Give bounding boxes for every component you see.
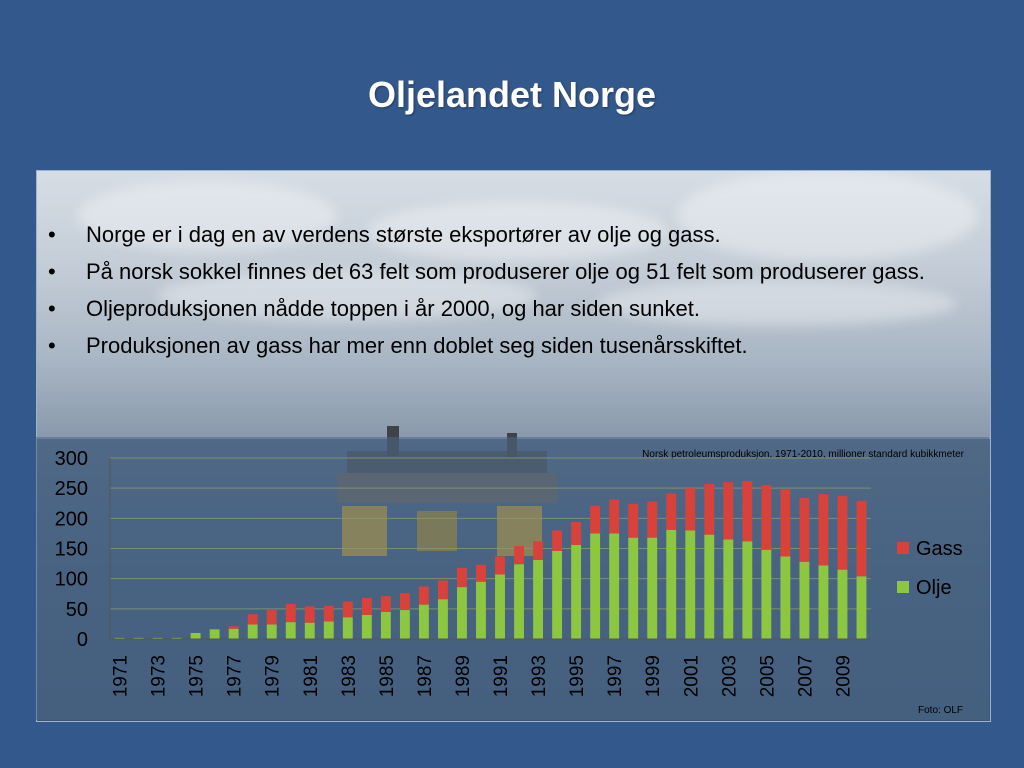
bar-gass-1980 bbox=[286, 604, 296, 622]
x-tick-label: 1995 bbox=[567, 655, 589, 698]
bar-gass-2009 bbox=[838, 496, 848, 570]
bar-gass-2000 bbox=[666, 494, 676, 530]
x-tick-label: 2001 bbox=[681, 655, 703, 698]
bar-olje-1988 bbox=[438, 599, 448, 639]
bar-gass-1978 bbox=[248, 614, 258, 624]
x-tick-label: 1975 bbox=[186, 655, 208, 698]
bullet-dot-icon: • bbox=[48, 333, 56, 358]
bullet-list bbox=[40, 218, 970, 366]
bar-gass-1998 bbox=[628, 504, 638, 538]
bar-olje-1979 bbox=[267, 625, 277, 639]
x-tick-label: 1993 bbox=[529, 655, 551, 698]
bar-gass-1994 bbox=[552, 530, 562, 551]
bar-olje-1994 bbox=[552, 551, 562, 639]
bar-gass-2005 bbox=[761, 485, 771, 550]
x-tick-label: 1981 bbox=[300, 655, 322, 698]
bullet-dot-icon: • bbox=[48, 296, 56, 321]
bar-olje-2006 bbox=[780, 556, 790, 639]
bar-olje-1991 bbox=[495, 574, 505, 639]
y-tick-label: 250 bbox=[54, 478, 88, 501]
bar-olje-1984 bbox=[362, 615, 372, 639]
bar-gass-1982 bbox=[324, 606, 334, 622]
x-tick-label: 1979 bbox=[262, 655, 284, 698]
bullet-item: • Norge er i dag en av verdens største eksportører av olje og gass. bbox=[40, 218, 970, 251]
bullet-item: • På norsk sokkel finnes det 63 felt som produserer olje og 51 felt som produserer gass. bbox=[40, 255, 970, 288]
bar-olje-2008 bbox=[818, 565, 828, 639]
bullet-dot-icon: • bbox=[48, 259, 56, 284]
bar-gass-1999 bbox=[647, 501, 657, 537]
bar-olje-1976 bbox=[210, 629, 220, 639]
bar-olje-2009 bbox=[838, 570, 848, 639]
bar-gass-1986 bbox=[400, 593, 410, 610]
x-tick-label: 1991 bbox=[491, 655, 513, 698]
bar-olje-1989 bbox=[457, 587, 467, 639]
chart-title: Norsk petroleumsproduksjon, 1971-2010, millioner standard kubikkmeter bbox=[642, 449, 964, 460]
bar-olje-1978 bbox=[248, 625, 258, 639]
x-tick-label: 1971 bbox=[110, 655, 132, 698]
bar-gass-2008 bbox=[818, 494, 828, 565]
bullet-dot-icon: • bbox=[48, 222, 56, 247]
bar-olje-1982 bbox=[324, 622, 334, 639]
x-tick-label: 1989 bbox=[452, 655, 474, 698]
x-tick-label: 2005 bbox=[757, 655, 779, 698]
y-tick-label: 300 bbox=[54, 448, 88, 470]
bar-gass-1990 bbox=[476, 565, 486, 582]
bar-gass-1979 bbox=[267, 610, 277, 624]
bar-gass-1993 bbox=[533, 541, 543, 560]
x-tick-label: 2007 bbox=[795, 655, 817, 698]
x-tick-label: 1977 bbox=[224, 655, 246, 698]
bar-olje-1986 bbox=[400, 610, 410, 639]
x-tick-label: 1973 bbox=[148, 655, 170, 698]
bar-gass-1985 bbox=[381, 596, 391, 612]
bar-olje-1990 bbox=[476, 582, 486, 639]
bar-gass-1996 bbox=[590, 506, 600, 534]
bar-gass-1977 bbox=[229, 626, 239, 628]
bar-gass-1987 bbox=[419, 587, 429, 605]
y-tick-label: 100 bbox=[54, 568, 88, 591]
bar-gass-1989 bbox=[457, 568, 467, 587]
bar-olje-2004 bbox=[742, 541, 752, 639]
bar-olje-2000 bbox=[666, 530, 676, 639]
bar-gass-1983 bbox=[343, 602, 353, 618]
y-tick-label: 150 bbox=[54, 538, 88, 561]
bar-gass-2007 bbox=[799, 498, 809, 562]
slide-title: Oljelandet Norge bbox=[367, 74, 657, 115]
bar-olje-1977 bbox=[229, 629, 239, 639]
bar-olje-2010 bbox=[857, 576, 867, 639]
bar-olje-2005 bbox=[761, 550, 771, 639]
x-tick-label: 2009 bbox=[833, 655, 855, 698]
bar-olje-1997 bbox=[609, 533, 619, 639]
bar-gass-2006 bbox=[780, 489, 790, 556]
bar-gass-1981 bbox=[305, 606, 315, 622]
bar-olje-1993 bbox=[533, 560, 543, 639]
y-tick-label: 0 bbox=[76, 629, 88, 651]
x-tick-label: 1997 bbox=[605, 655, 627, 698]
bar-gass-2003 bbox=[723, 482, 733, 539]
photo-credit: Foto: OLF bbox=[918, 705, 964, 716]
bar-olje-1995 bbox=[571, 545, 581, 639]
bar-olje-2003 bbox=[723, 539, 733, 639]
x-tick-label: 1985 bbox=[376, 655, 398, 698]
bar-olje-1981 bbox=[305, 623, 315, 639]
bar-olje-1985 bbox=[381, 612, 391, 639]
bar-olje-2007 bbox=[799, 562, 809, 639]
bar-olje-1992 bbox=[514, 564, 524, 639]
bar-olje-1980 bbox=[286, 622, 296, 639]
x-tick-label: 1983 bbox=[338, 655, 360, 698]
bullet-item: • Produksjonen av gass har mer enn doblet seg siden tusenårsskiftet. bbox=[40, 329, 970, 362]
y-tick-label: 200 bbox=[54, 508, 88, 531]
legend-swatch-olje bbox=[897, 581, 909, 593]
bar-gass-2001 bbox=[685, 488, 695, 530]
bullet-item: • Oljeproduksjonen nådde toppen i år 2000, og har siden sunket. bbox=[40, 292, 970, 325]
bar-olje-1998 bbox=[628, 538, 638, 639]
bar-olje-1999 bbox=[647, 538, 657, 639]
y-tick-label: 50 bbox=[65, 598, 88, 621]
bar-gass-1988 bbox=[438, 580, 448, 599]
bar-olje-1975 bbox=[191, 633, 201, 639]
x-tick-label: 1987 bbox=[414, 655, 436, 698]
bar-olje-2002 bbox=[704, 535, 714, 639]
bar-olje-1987 bbox=[419, 605, 429, 639]
legend-label-gass: Gass bbox=[916, 538, 963, 560]
bar-gass-1992 bbox=[514, 546, 524, 564]
bar-gass-1995 bbox=[571, 522, 581, 545]
legend-swatch-gass bbox=[897, 542, 909, 554]
bar-gass-2002 bbox=[704, 484, 714, 535]
bar-olje-1983 bbox=[343, 617, 353, 639]
x-tick-label: 2003 bbox=[719, 655, 741, 698]
bar-gass-1991 bbox=[495, 556, 505, 574]
x-tick-label: 1999 bbox=[643, 655, 665, 698]
bar-olje-1996 bbox=[590, 533, 600, 639]
bar-gass-2010 bbox=[857, 501, 867, 576]
legend-label-olje: Olje bbox=[916, 577, 952, 599]
production-chart bbox=[36, 437, 989, 720]
bar-olje-2001 bbox=[685, 530, 695, 639]
bar-gass-1984 bbox=[362, 598, 372, 615]
bar-gass-2004 bbox=[742, 481, 752, 541]
bar-gass-1997 bbox=[609, 500, 619, 534]
